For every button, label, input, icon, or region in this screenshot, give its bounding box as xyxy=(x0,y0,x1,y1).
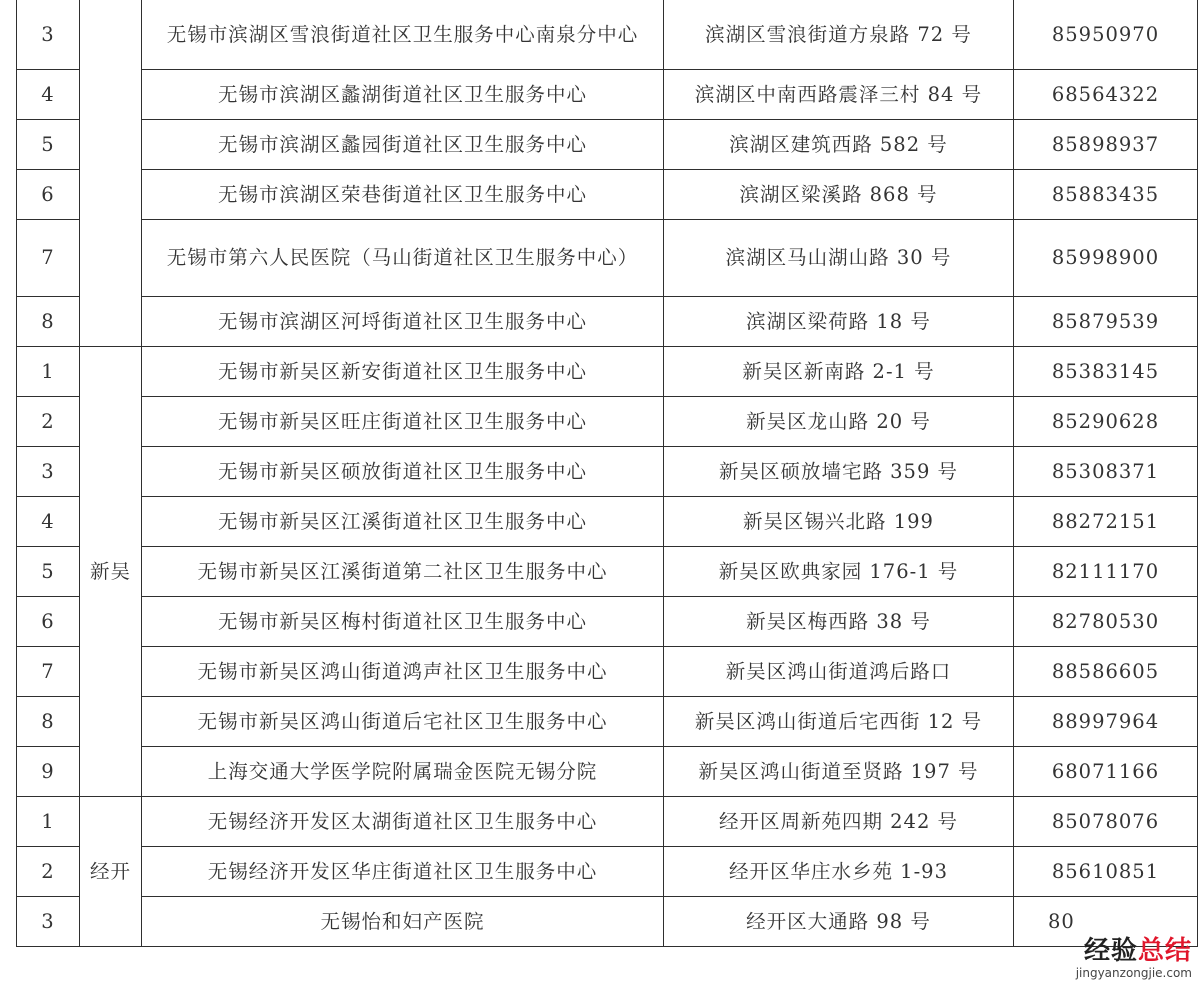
table-row xyxy=(17,220,1198,297)
table-row xyxy=(17,697,1198,747)
table-row xyxy=(17,847,1198,897)
center-phone: 88997964 xyxy=(1014,697,1198,747)
center-name: 无锡经济开发区华庄街道社区卫生服务中心 xyxy=(142,847,664,897)
center-address: 经开区周新苑四期 242 号 xyxy=(664,797,1014,847)
table-row xyxy=(17,797,1198,847)
row-index: 6 xyxy=(17,597,80,647)
center-phone: 85308371 xyxy=(1014,447,1198,497)
center-name: 无锡市滨湖区荣巷街道社区卫生服务中心 xyxy=(142,170,664,220)
table-row xyxy=(17,170,1198,220)
row-index: 8 xyxy=(17,297,80,347)
district-cell-binhu xyxy=(80,0,142,70)
row-index: 2 xyxy=(17,397,80,447)
center-phone: 68071166 xyxy=(1014,747,1198,797)
center-name: 无锡经济开发区太湖街道社区卫生服务中心 xyxy=(142,797,664,847)
center-phone: 85883435 xyxy=(1014,170,1198,220)
district-cell-binhu xyxy=(80,220,142,297)
center-phone: 85998900 xyxy=(1014,220,1198,297)
center-phone: 85383145 xyxy=(1014,347,1198,397)
district-cell-binhu xyxy=(80,120,142,170)
center-name: 无锡市新吴区鸿山街道后宅社区卫生服务中心 xyxy=(142,697,664,747)
row-index: 3 xyxy=(17,447,80,497)
table-row xyxy=(17,547,1198,597)
center-name: 无锡市滨湖区河埒街道社区卫生服务中心 xyxy=(142,297,664,347)
center-address: 新吴区鸿山街道至贤路 197 号 xyxy=(664,747,1014,797)
district-cell-jingkai: 经开 xyxy=(80,797,142,947)
center-phone: 85290628 xyxy=(1014,397,1198,447)
table-row xyxy=(17,397,1198,447)
table-row xyxy=(17,747,1198,797)
center-name: 无锡市滨湖区蠡园街道社区卫生服务中心 xyxy=(142,120,664,170)
table-row xyxy=(17,297,1198,347)
center-address: 滨湖区中南西路震泽三村 84 号 xyxy=(664,70,1014,120)
center-phone: 68564322 xyxy=(1014,70,1198,120)
center-name: 无锡市新吴区硕放街道社区卫生服务中心 xyxy=(142,447,664,497)
center-address: 经开区华庄水乡苑 1-93 xyxy=(664,847,1014,897)
table-row xyxy=(17,70,1198,120)
center-name: 无锡市新吴区旺庄街道社区卫生服务中心 xyxy=(142,397,664,447)
center-name: 无锡市新吴区鸿山街道鸿声社区卫生服务中心 xyxy=(142,647,664,697)
center-phone: 85950970 xyxy=(1014,0,1198,70)
center-address: 新吴区龙山路 20 号 xyxy=(664,397,1014,447)
table-row xyxy=(17,497,1198,547)
district-cell-binhu xyxy=(80,70,142,120)
watermark-url: jingyanzongjie.com xyxy=(1075,966,1192,980)
center-name: 无锡市第六人民医院（马山街道社区卫生服务中心） xyxy=(142,220,664,297)
row-index: 4 xyxy=(17,70,80,120)
center-address: 新吴区欧典家园 176-1 号 xyxy=(664,547,1014,597)
row-index: 2 xyxy=(17,847,80,897)
table-row xyxy=(17,120,1198,170)
watermark-brand-prefix: 经验 xyxy=(1083,936,1138,966)
row-index: 1 xyxy=(17,797,80,847)
center-name: 上海交通大学医学院附属瑞金医院无锡分院 xyxy=(142,747,664,797)
table-row xyxy=(17,897,1198,947)
center-phone: 82780530 xyxy=(1014,597,1198,647)
row-index: 8 xyxy=(17,697,80,747)
center-address: 新吴区锡兴北路 199 xyxy=(664,497,1014,547)
center-name: 无锡市滨湖区蠡湖街道社区卫生服务中心 xyxy=(142,70,664,120)
center-name: 无锡市新吴区梅村街道社区卫生服务中心 xyxy=(142,597,664,647)
table-row xyxy=(17,597,1198,647)
center-name: 无锡怡和妇产医院 xyxy=(142,897,664,947)
center-address: 新吴区鸿山街道鸿后路口 xyxy=(664,647,1014,697)
center-address: 滨湖区梁溪路 868 号 xyxy=(664,170,1014,220)
table-row xyxy=(17,447,1198,497)
center-address: 滨湖区雪浪街道方泉路 72 号 xyxy=(664,0,1014,70)
center-phone: 85610851 xyxy=(1014,847,1198,897)
row-index: 7 xyxy=(17,647,80,697)
watermark-brand-suffix: 总结 xyxy=(1137,936,1192,966)
center-phone: 88272151 xyxy=(1014,497,1198,547)
center-phone: 85898937 xyxy=(1014,120,1198,170)
center-address: 新吴区鸿山街道后宅西街 12 号 xyxy=(664,697,1014,747)
center-address: 新吴区硕放墙宅路 359 号 xyxy=(664,447,1014,497)
center-phone: 85078076 xyxy=(1014,797,1198,847)
row-index: 5 xyxy=(17,120,80,170)
row-index: 3 xyxy=(17,897,80,947)
row-index: 9 xyxy=(17,747,80,797)
center-address: 滨湖区建筑西路 582 号 xyxy=(664,120,1014,170)
center-phone: 88586605 xyxy=(1014,647,1198,697)
center-name: 无锡市新吴区江溪街道社区卫生服务中心 xyxy=(142,497,664,547)
table-row xyxy=(17,647,1198,697)
row-index: 6 xyxy=(17,170,80,220)
district-cell-binhu xyxy=(80,297,142,347)
center-phone: 82111170 xyxy=(1014,547,1198,597)
center-phone: 85879539 xyxy=(1014,297,1198,347)
row-index: 1 xyxy=(17,347,80,397)
center-address: 滨湖区梁荷路 18 号 xyxy=(664,297,1014,347)
clinic-directory-table xyxy=(16,0,1198,947)
district-cell-binhu xyxy=(80,170,142,220)
center-name: 无锡市滨湖区雪浪街道社区卫生服务中心南泉分中心 xyxy=(142,0,664,70)
table-row xyxy=(17,347,1198,397)
row-index: 7 xyxy=(17,220,80,297)
row-index: 4 xyxy=(17,497,80,547)
center-phone: 80 xyxy=(1014,897,1198,947)
center-address: 新吴区梅西路 38 号 xyxy=(664,597,1014,647)
center-name: 无锡市新吴区新安街道社区卫生服务中心 xyxy=(142,347,664,397)
center-address: 滨湖区马山湖山路 30 号 xyxy=(664,220,1014,297)
center-address: 经开区大通路 98 号 xyxy=(664,897,1014,947)
table-row xyxy=(17,0,1198,70)
row-index: 3 xyxy=(17,0,80,70)
district-cell-xinwu: 新吴 xyxy=(80,347,142,797)
center-name: 无锡市新吴区江溪街道第二社区卫生服务中心 xyxy=(142,547,664,597)
row-index: 5 xyxy=(17,547,80,597)
center-address: 新吴区新南路 2-1 号 xyxy=(664,347,1014,397)
